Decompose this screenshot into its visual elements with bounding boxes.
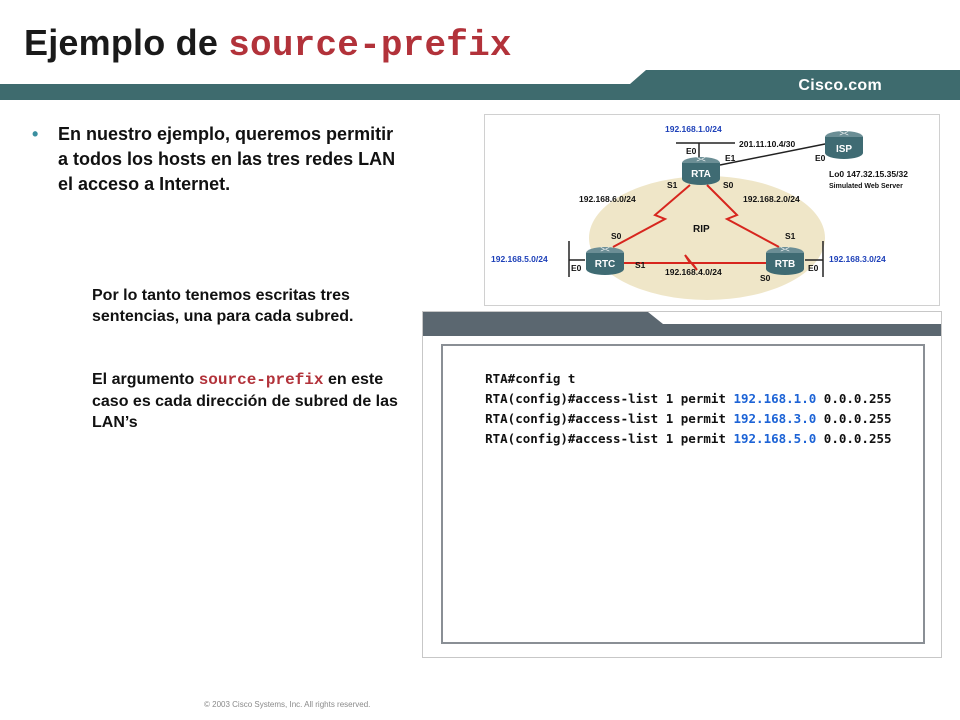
terminal-line: RTA#config t — [485, 371, 576, 386]
config-window — [422, 311, 942, 658]
copyright-footer: © 2003 Cisco Systems, Inc. All rights reserved. — [204, 700, 371, 709]
router-rta-label: RTA — [691, 169, 711, 180]
paragraph-subnets: Por lo tanto tenemos escritas tres sentencias, una para cada subred. — [92, 287, 354, 325]
title-text: Ejemplo de — [24, 22, 219, 63]
para2-before: El argumento — [92, 371, 195, 388]
label-isp-link: 201.11.10.4/30 — [739, 139, 796, 149]
title-code: source-prefix — [228, 25, 512, 66]
label-rta-s0: S0 — [723, 180, 734, 190]
brand-logo-text: Cisco.com — [798, 77, 882, 94]
network-diagram — [484, 114, 940, 306]
bullet-text: En nuestro ejemplo, queremos permitir a todos los hosts en las tres redes LAN el acceso a Internet. — [58, 124, 396, 194]
paragraph-argument — [92, 369, 412, 433]
terminal-line: RTA(config)#access-list 1 permit 192.168.1.0 0.0.0.255 — [485, 391, 892, 406]
label-net-rta-rtb: 192.168.2.0/24 — [743, 194, 800, 204]
network-diagram-svg — [485, 115, 939, 305]
svg-text:><: >< — [780, 245, 790, 254]
label-rtb-s1: S1 — [785, 231, 796, 241]
label-rtc-e0: E0 — [571, 263, 582, 273]
config-window-titlebar — [423, 312, 941, 336]
label-net-rtc-rtb: 192.168.4.0/24 — [665, 267, 722, 277]
label-rta-e0: E0 — [686, 146, 697, 156]
label-isp-server: Simulated Web Server — [829, 183, 903, 190]
router-rtc-label: RTC — [594, 259, 616, 270]
router-rtb — [766, 245, 804, 275]
slide-title — [24, 22, 512, 66]
para2-after: en este caso es cada dirección de subred de las LAN’s — [92, 371, 398, 431]
label-rip: RIP — [693, 224, 710, 235]
label-rta-e1: E1 — [725, 153, 736, 163]
router-rtb-label: RTB — [774, 259, 796, 270]
label-isp-e0: E0 — [815, 153, 826, 163]
label-net-rta-lan: 192.168.1.0/24 — [665, 124, 722, 134]
para2-code: source-prefix — [198, 371, 324, 389]
router-isp-label: ISP — [835, 144, 853, 155]
label-rtc-s0: S0 — [611, 231, 622, 241]
bullet-point — [30, 122, 400, 197]
terminal-line: RTA(config)#access-list 1 permit 192.168.5.0 0.0.0.255 — [485, 431, 892, 446]
label-net-rta-rtc: 192.168.6.0/24 — [579, 194, 636, 204]
label-net-rtb-lan: 192.168.3.0/24 — [829, 254, 886, 264]
terminal-line: RTA(config)#access-list 1 permit 192.168.3.0 0.0.0.255 — [485, 411, 892, 426]
router-isp — [825, 129, 863, 159]
router-rta — [682, 155, 720, 185]
router-rtc — [586, 245, 624, 275]
label-rtc-s1: S1 — [635, 260, 646, 270]
label-net-rtc-lan: 192.168.5.0/24 — [491, 254, 548, 264]
label-isp-lo0: Lo0 147.32.15.35/32 — [829, 169, 908, 179]
label-rtb-s0: S0 — [760, 273, 771, 283]
svg-text:><: >< — [696, 155, 706, 164]
label-rta-s1: S1 — [667, 180, 678, 190]
svg-text:><: >< — [839, 129, 849, 138]
svg-text:><: >< — [600, 245, 610, 254]
bullet-dot-icon: • — [32, 124, 39, 144]
label-rtb-e0: E0 — [808, 263, 819, 273]
